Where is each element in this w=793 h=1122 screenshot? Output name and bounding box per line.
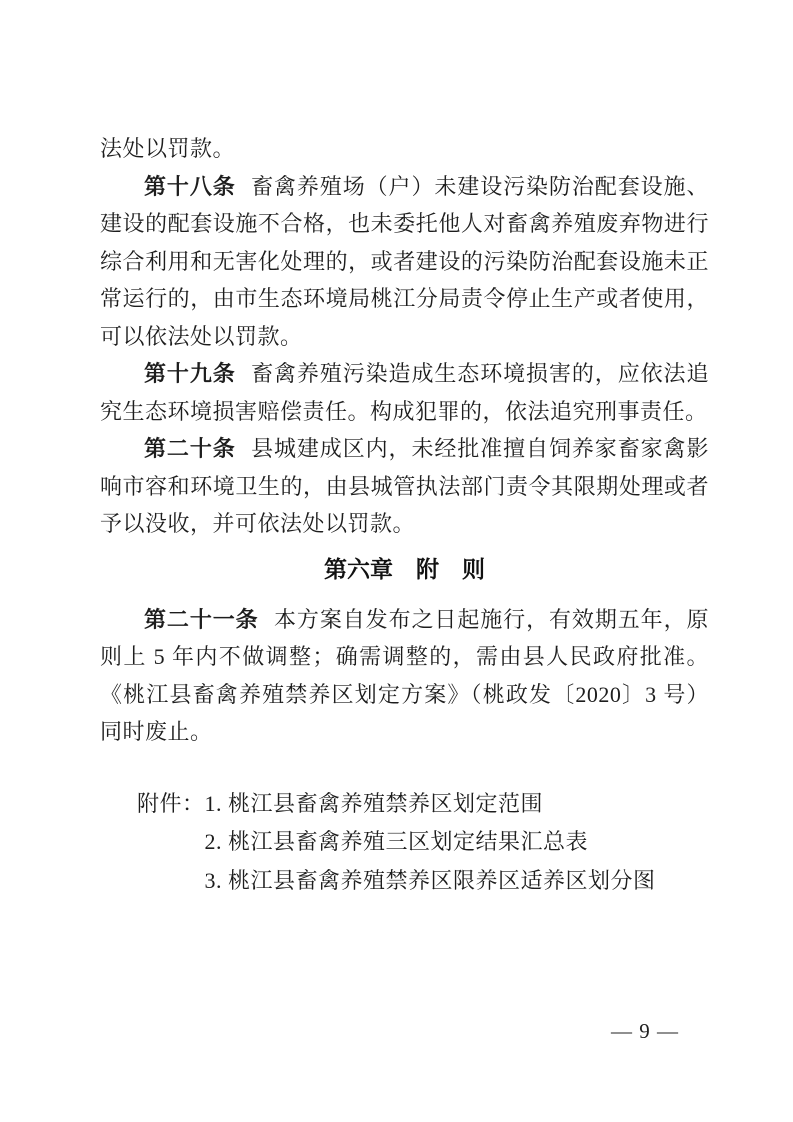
- chapter-heading: 第六章 附 则: [324, 555, 485, 582]
- article-21-number: 第二十一条: [144, 606, 259, 632]
- article-20-number: 第二十条: [144, 436, 236, 461]
- article-20-text: 县城建成区内，未经批准擅自饲养家畜家禽影响市容和环境卫生的，由县城管执法部门责令其限期处理或者予以没收，并可依法处以罚款。: [100, 436, 709, 536]
- paragraph-continuation: 法处以罚款。: [100, 136, 236, 161]
- page-number: — 9 —: [611, 1019, 679, 1043]
- article-21-text: 本方案自发布之日起施行，有效期五年，原则上 5 年内不做调整；确需调整的，需由县人民政府批准。《桃江县畜禽养殖禁养区划定方案》（桃政发〔2020〕3 号）同时废止。: [100, 606, 709, 744]
- article-19-paragraph: [100, 355, 709, 430]
- article-20-paragraph: [100, 430, 709, 543]
- article-19-number: 第十九条: [144, 361, 236, 386]
- attachments-block: [100, 785, 709, 901]
- article-18-paragraph: [100, 168, 709, 356]
- attachments-label: 附件：: [137, 790, 205, 816]
- attachments-list: [205, 785, 709, 901]
- attachment-item-2: 2. 桃江县畜禽养殖三区划定结果汇总表: [204, 829, 589, 854]
- attachment-item-3: 3. 桃江县畜禽养殖禁养区限养区适养区划分图: [204, 867, 656, 893]
- article-21-paragraph: [100, 601, 709, 751]
- article-18-text: 畜禽养殖场（户）未建设污染防治配套设施、建设的配套设施不合格，也未委托他人对畜禽养殖废弃物进行综合利用和无害化处理的，或者建设的污染防治配套设施未正常运行的，由市生态环境局桃江分局责令停止生产或者使用，可以依法处以罚款。: [100, 173, 709, 349]
- article-18-number: 第十八条: [144, 173, 236, 199]
- attachment-item-1: 1. 桃江县畜禽养殖禁养区划定范围: [204, 790, 544, 816]
- article-19-text: 畜禽养殖污染造成生态环境损害的，应依法追究生态环境损害赔偿责任。构成犯罪的，依法追究刑事责任。: [100, 361, 709, 424]
